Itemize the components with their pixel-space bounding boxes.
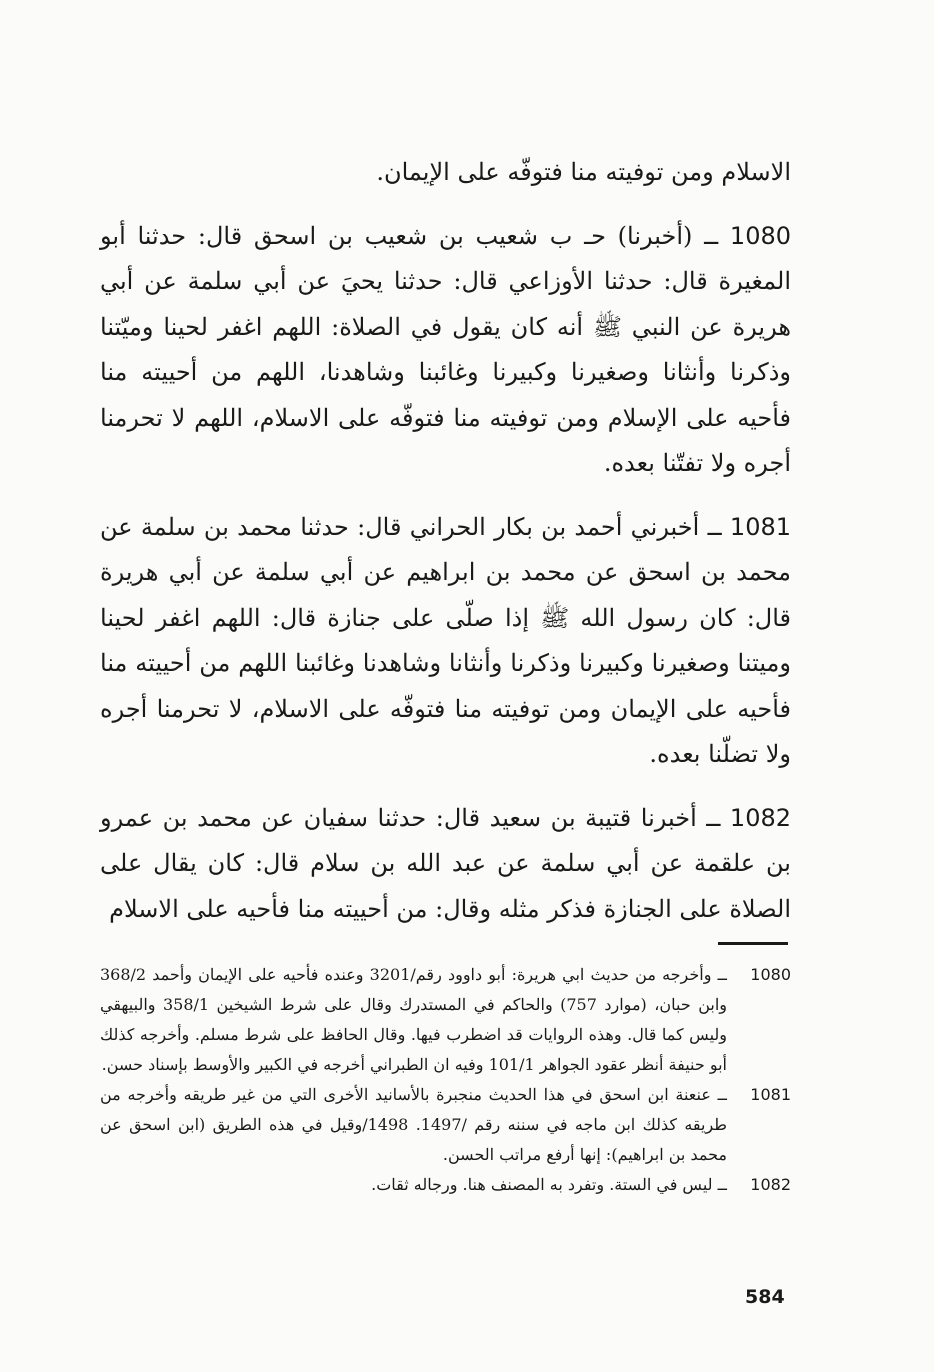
footnote-1082 — [100, 1170, 791, 1200]
hadith-1081 — [100, 505, 791, 778]
hadith-number: 1080 — [729, 221, 791, 250]
footnote-text: ــ عنعنة ابن اسحق في هذا الحديث منجبرة بالأسانيد الأخرى التي من غير طريقه وأخرجه من طريقه كذلك ابن ماجه في سننه رقم /1497. 1498/وقيل في هذه الطريق (ابن اسحق عن محمد بن ابراهيم): إنها أرفع مراتب الحسن. — [100, 1085, 727, 1164]
footnote-1080 — [100, 960, 791, 1080]
footnote-number: 1080 — [750, 965, 791, 984]
footnote-text: ــ وأخرجه من حديث ابي هريرة: أبو داوود رقم/3201 وعنده فأحيه على الإيمان وأحمد 368/2 وابن حبان، (موارد 757) والحاكم في المستدرك وقال على شرط الشيخين 358/1 والبيهقي وليس كما قال. وهذه الروايات قد اضطرب فيها. وقال الحافظ على شرط مسلم. وأخرجه كذلك أبو حنيفة أنظر عقود الجواهر 101/1 وفيه ان الطبراني أخرجه في الكبير والأوسط بإسناد حسن. — [100, 965, 727, 1074]
hadith-number: 1082 — [729, 803, 791, 832]
footnote-number: 1081 — [750, 1085, 791, 1104]
footnote-text: ــ ليس في الستة. وتفرد به المصنف هنا. ورجاله ثقات. — [371, 1175, 727, 1194]
hadith-text: ــ أخبرني أحمد بن بكار الحراني قال: حدثنا محمد بن سلمة عن محمد بن اسحق عن محمد بن ابراهيم عن أبي سلمة عن أبي هريرة قال: كان رسول الله ﷺ إذا صلّى على جنازة قال: اللهم اغفر لحينا وميتنا وصغيرنا وكبيرنا وذكرنا وأنثانا وشاهدنا وغائبنا اللهم من أحييته منا فأحيه على الإيمان ومن توفيته منا فتوفّه على الاسلام، لا تحرمنا أجره ولا تضلّنا بعده. — [100, 512, 791, 768]
hadith-text: ــ (أخبرنا) حـ ب شعيب بن شعيب بن اسحق قال: حدثنا أبو المغيرة قال: حدثنا الأوزاعي قال: حدثنا يحيَ عن أبي سلمة عن أبي هريرة عن النبي ﷺ أنه كان يقول في الصلاة: اللهم اغفر لحينا وميّتنا وذكرنا وأنثانا وصغيرنا وكبيرنا وغائبنا وشاهدنا، اللهم من أحييته منا فأحيه على الإسلام ومن توفيته منا فتوفّه على الاسلام، اللهم لا تحرمنا أجره ولا تفتّنا بعده. — [100, 221, 791, 477]
footnote-1081 — [100, 1080, 791, 1170]
footnote-divider — [718, 942, 788, 945]
main-text — [100, 150, 791, 950]
footnotes — [100, 960, 791, 1200]
hadith-text: ــ أخبرنا قتيبة بن سعيد قال: حدثنا سفيان عن محمد بن عمرو بن علقمة عن أبي سلمة عن عبد الله بن سلام قال: كان يقال على الصلاة على الجنازة فذكر مثله وقال: من أحييته منا فأحيه على الاسلام — [100, 803, 791, 923]
hadith-1080 — [100, 214, 791, 487]
carryover-line: الاسلام ومن توفيته منا فتوفّه على الإيمان. — [376, 158, 791, 186]
hadith-number: 1081 — [729, 512, 791, 541]
hadith-1082 — [100, 796, 791, 933]
page-number: 584 — [745, 1286, 785, 1308]
footnote-number: 1082 — [750, 1175, 791, 1194]
